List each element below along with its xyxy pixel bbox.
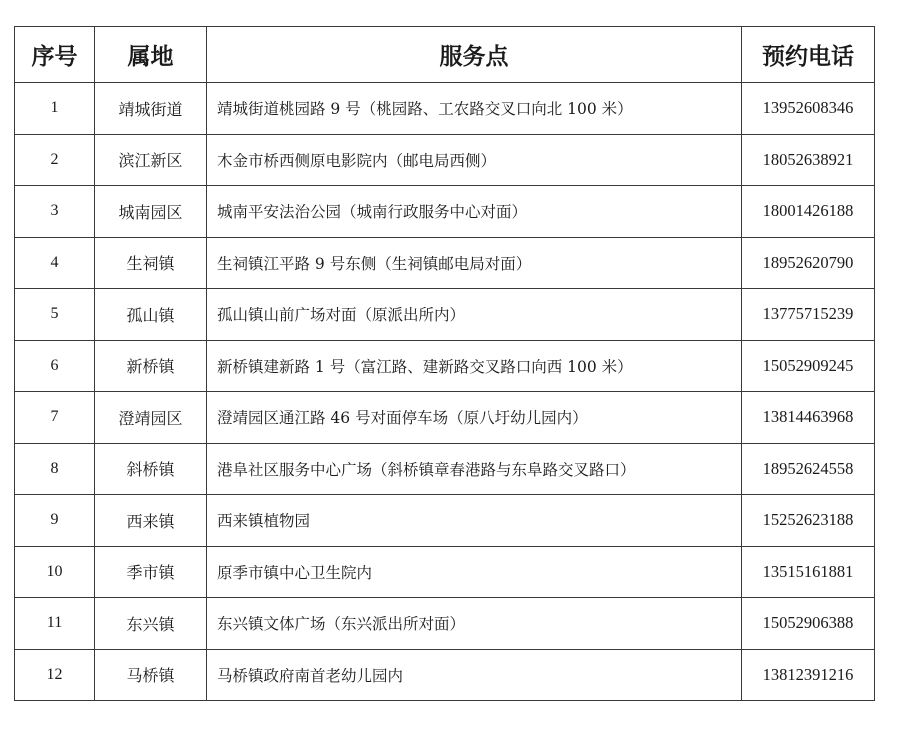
row-index-cell: 5 <box>15 289 95 341</box>
row-area-cell: 西来镇 <box>95 495 207 547</box>
table-row <box>15 546 875 598</box>
row-index-cell: 7 <box>15 392 95 444</box>
row-phone-cell: 13812391216 <box>742 649 875 701</box>
header-service-point: 服务点 <box>207 27 742 83</box>
row-service-point-cell: 港阜社区服务中心广场（斜桥镇章春港路与东阜路交叉路口） <box>207 443 742 495</box>
header-phone: 预约电话 <box>742 27 875 83</box>
table-header-row <box>15 27 875 83</box>
row-index-cell: 1 <box>15 83 95 135</box>
row-index-cell: 10 <box>15 546 95 598</box>
service-point-table <box>14 26 875 701</box>
table-row <box>15 237 875 289</box>
header-area: 属地 <box>95 27 207 83</box>
table-row <box>15 134 875 186</box>
row-index-cell: 8 <box>15 443 95 495</box>
row-phone-cell: 18052638921 <box>742 134 875 186</box>
row-service-point-cell: 东兴镇文体广场（东兴派出所对面） <box>207 598 742 650</box>
row-area-cell: 滨江新区 <box>95 134 207 186</box>
row-area-cell: 孤山镇 <box>95 289 207 341</box>
service-point-table-container <box>14 26 875 701</box>
row-area-cell: 斜桥镇 <box>95 443 207 495</box>
table-row <box>15 495 875 547</box>
row-phone-cell: 15252623188 <box>742 495 875 547</box>
table-row <box>15 83 875 135</box>
row-service-point-cell: 生祠镇江平路 9 号东侧（生祠镇邮电局对面） <box>207 237 742 289</box>
row-area-cell: 新桥镇 <box>95 340 207 392</box>
row-service-point-cell: 孤山镇山前广场对面（原派出所内） <box>207 289 742 341</box>
row-phone-cell: 18952620790 <box>742 237 875 289</box>
row-phone-cell: 15052909245 <box>742 340 875 392</box>
row-area-cell: 生祠镇 <box>95 237 207 289</box>
row-service-point-cell: 城南平安法治公园（城南行政服务中心对面） <box>207 186 742 238</box>
row-service-point-cell: 新桥镇建新路 1 号（富江路、建新路交叉路口向西 100 米） <box>207 340 742 392</box>
row-index-cell: 2 <box>15 134 95 186</box>
row-index-cell: 3 <box>15 186 95 238</box>
table-row <box>15 289 875 341</box>
table-row <box>15 186 875 238</box>
row-phone-cell: 18952624558 <box>742 443 875 495</box>
table-row <box>15 598 875 650</box>
table-body <box>15 83 875 701</box>
row-area-cell: 靖城街道 <box>95 83 207 135</box>
row-service-point-cell: 澄靖园区通江路 46 号对面停车场（原八圩幼儿园内） <box>207 392 742 444</box>
row-area-cell: 澄靖园区 <box>95 392 207 444</box>
row-area-cell: 马桥镇 <box>95 649 207 701</box>
row-index-cell: 12 <box>15 649 95 701</box>
row-phone-cell: 13952608346 <box>742 83 875 135</box>
row-index-cell: 9 <box>15 495 95 547</box>
row-service-point-cell: 马桥镇政府南首老幼儿园内 <box>207 649 742 701</box>
table-row <box>15 340 875 392</box>
row-phone-cell: 13814463968 <box>742 392 875 444</box>
row-area-cell: 东兴镇 <box>95 598 207 650</box>
row-area-cell: 城南园区 <box>95 186 207 238</box>
header-index: 序号 <box>15 27 95 83</box>
row-service-point-cell: 木金市桥西侧原电影院内（邮电局西侧） <box>207 134 742 186</box>
row-index-cell: 11 <box>15 598 95 650</box>
row-phone-cell: 15052906388 <box>742 598 875 650</box>
row-phone-cell: 13775715239 <box>742 289 875 341</box>
table-row <box>15 392 875 444</box>
row-area-cell: 季市镇 <box>95 546 207 598</box>
row-service-point-cell: 靖城街道桃园路 9 号（桃园路、工农路交叉口向北 100 米） <box>207 83 742 135</box>
row-index-cell: 4 <box>15 237 95 289</box>
row-phone-cell: 18001426188 <box>742 186 875 238</box>
row-phone-cell: 13515161881 <box>742 546 875 598</box>
table-row <box>15 443 875 495</box>
table-row <box>15 649 875 701</box>
row-service-point-cell: 西来镇植物园 <box>207 495 742 547</box>
row-service-point-cell: 原季市镇中心卫生院内 <box>207 546 742 598</box>
row-index-cell: 6 <box>15 340 95 392</box>
